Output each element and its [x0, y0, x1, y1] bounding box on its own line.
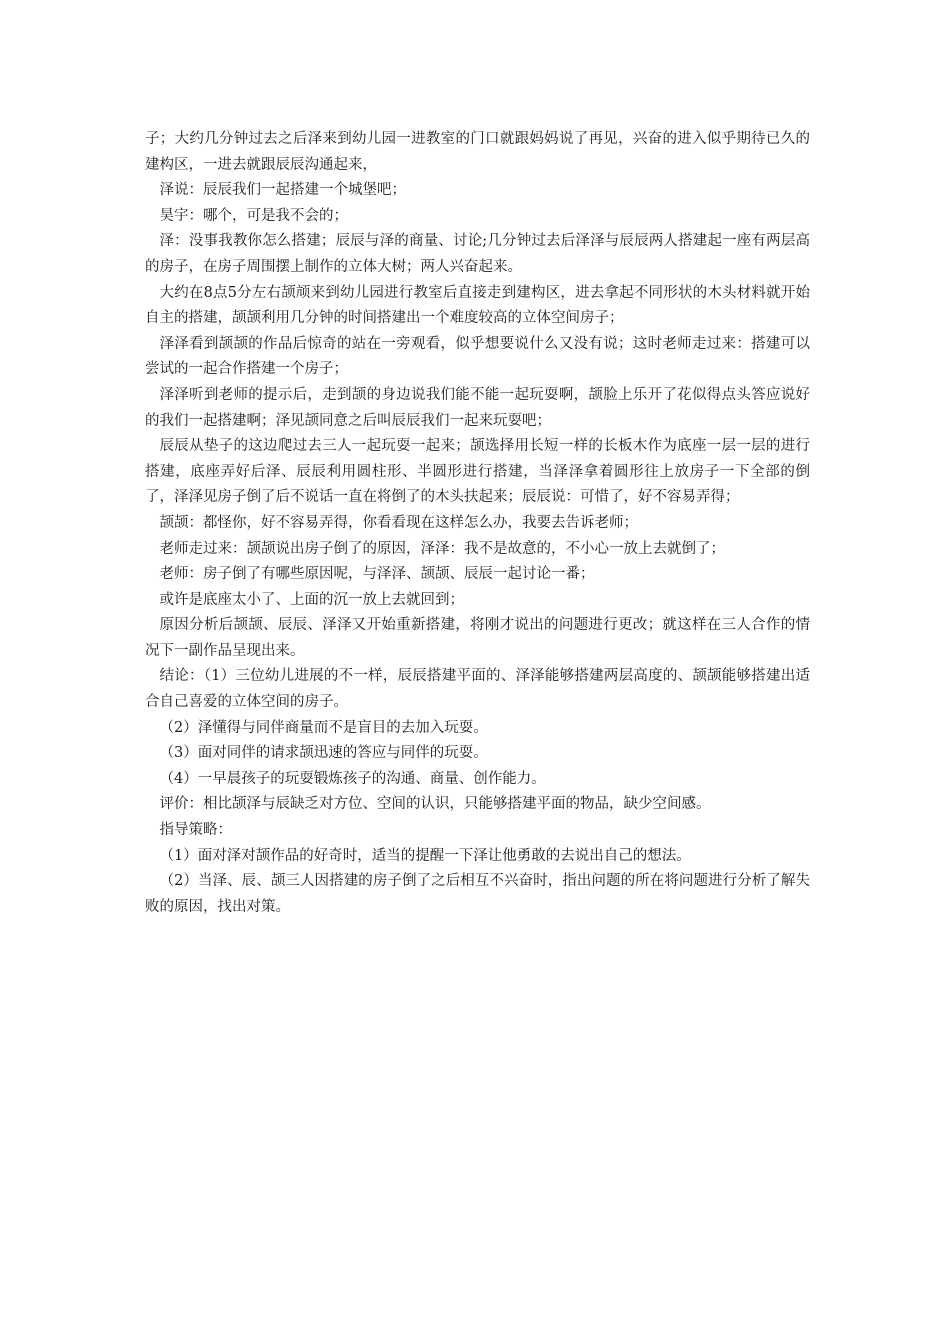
conclusion-item: （4）一早晨孩子的玩耍锻炼孩子的沟通、商量、创作能力。 [159, 770, 546, 787]
paragraph: 或许是底座太小了、上面的沉一放上去就回到； [159, 591, 464, 608]
paragraph: 泽泽听到老师的提示后，走到颉的身边说我们能不能一起玩耍啊，颉脸上乐开了花似得点头答应说好的我们一起搭建啊；泽见颉同意之后叫辰辰我们一起来玩耍吧； [145, 386, 810, 429]
document-body [145, 127, 810, 920]
paragraph: 泽说：辰辰我们一起搭建一个城堡吧； [159, 182, 406, 199]
paragraph: 辰辰从垫子的这边爬过去三人一起玩耍一起来；颉选择用长短一样的长板木作为底座一层一层的进行搭建，底座弄好后泽、辰辰利用圆柱形、半圆形进行搭建，当泽泽拿着圆形往上放房子一下全部的倒了，泽泽见房子倒了后不说话一直在将倒了的木头扶起来；辰辰说：可惜了，好不容易弄得； [145, 438, 810, 506]
conclusion-paragraph: 结论：（1）三位幼儿进展的不一样，辰辰搭建平面的、泽泽能够搭建两层高度的、颉颉能够搭建出适合自己喜爱的立体空间的房子。 [145, 668, 810, 711]
paragraph: 老师：房子倒了有哪些原因呢，与泽泽、颉颉、辰辰一起讨论一番； [159, 566, 595, 583]
paragraph: 泽泽看到颉颉的作品后惊奇的站在一旁观看，似乎想要说什么又没有说；这时老师走过来：搭建可以尝试的一起合作搭建一个房子； [145, 335, 810, 378]
strategy-item: （1）面对泽对颉作品的好奇时，适当的提醒一下泽让他勇敢的去说出自己的想法。 [159, 847, 691, 864]
paragraph: 泽：没事我教你怎么搭建；辰辰与泽的商量、讨论;几分钟过去后泽泽与辰辰两人搭建起一座有两层高的房子，在房子周围摆上制作的立体大树；两人兴奋起来。 [145, 233, 810, 275]
paragraph: 昊宇：哪个，可是我不会的； [159, 207, 348, 224]
paragraph: 颉颉：都怪你，好不容易弄得，你看看现在这样怎么办，我要去告诉老师； [159, 514, 638, 531]
conclusion-item: （3）面对同伴的请求颉迅速的答应与同伴的玩耍。 [159, 745, 488, 762]
evaluation-paragraph: 评价：相比颉泽与辰缺乏对方位、空间的认识，只能够搭建平面的物品，缺少空间感。 [159, 796, 711, 813]
paragraph: 子；大约几分钟过去之后泽来到幼儿园一进教室的门口就跟妈妈说了再见，兴奋的进入似乎期待已久的建构区，一进去就跟辰辰沟通起来， [145, 131, 810, 173]
strategy-heading: 指导策略： [159, 822, 232, 839]
paragraph: 大约在8点5分左右颉颃来到幼儿园进行教室后直接走到建构区，进去拿起不同形状的木头材料就开始自主的搭建，颉颉利用几分钟的时间搭建出一个难度较高的立体空间房子； [145, 284, 810, 327]
strategy-item: （2）当泽、辰、颉三人因搭建的房子倒了之后相互不兴奋时，指出问题的所在将问题进行分析了解失败的原因，找出对策。 [145, 873, 810, 915]
paragraph: 老师走过来：颉颉说出房子倒了的原因，泽泽：我不是故意的，不小心一放上去就倒了； [159, 540, 725, 557]
paragraph: 原因分析后颉颉、辰辰、泽泽又开始重新搭建，将刚才说出的问题进行更改；就这样在三人合作的情况下一副作品呈现出来。 [145, 617, 810, 659]
conclusion-item: （2）泽懂得与同伴商量而不是盲目的去加入玩耍。 [159, 719, 488, 736]
